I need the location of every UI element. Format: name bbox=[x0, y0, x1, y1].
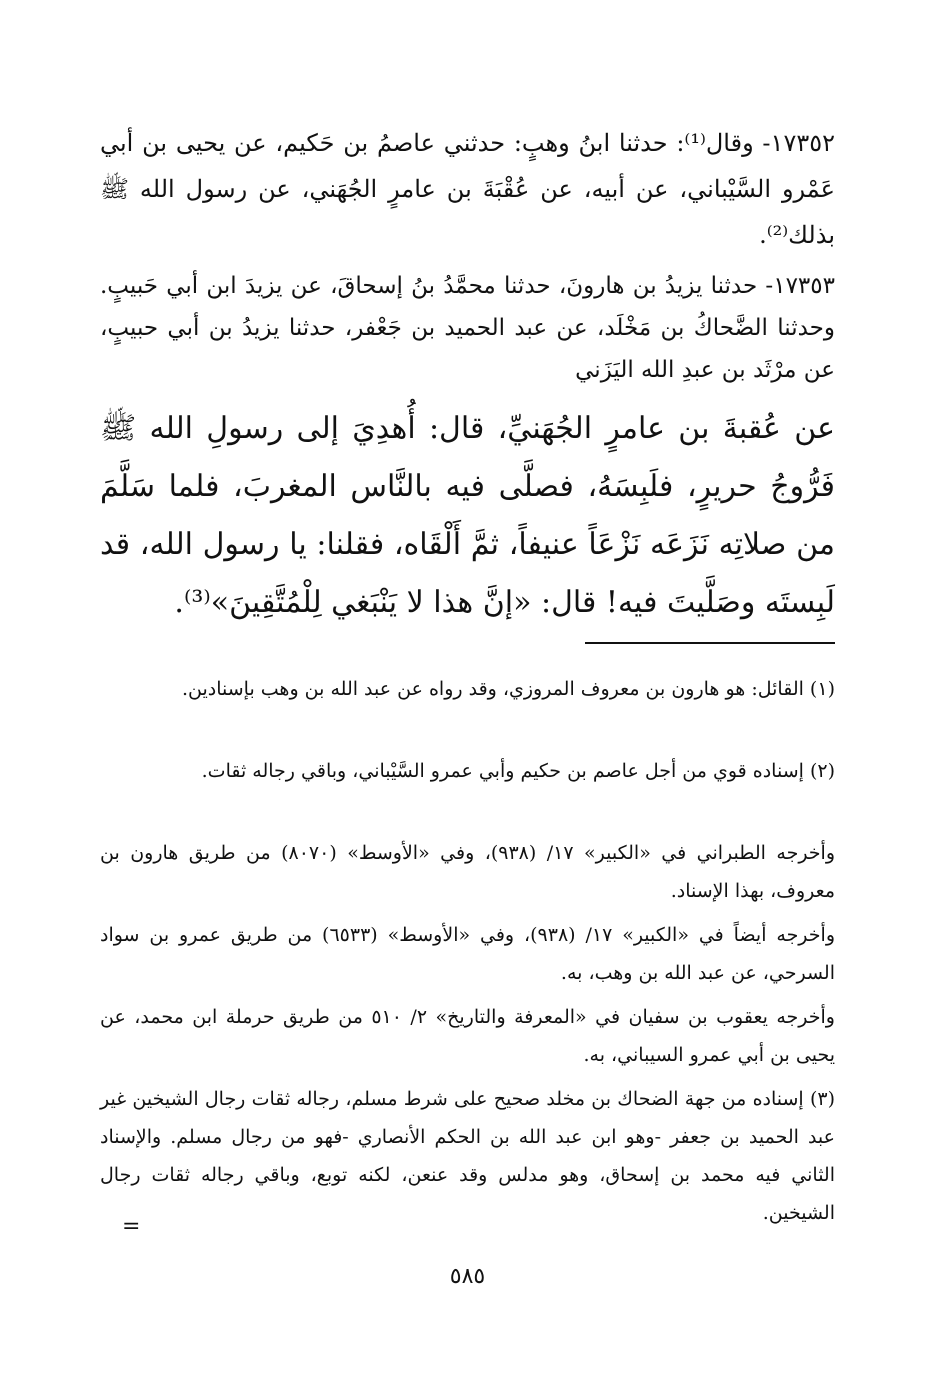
footnote-2-takhrij-2: وأخرجه أيضاً في «الكبير» ١٧/ (٩٣٨)، وفي «الأوسط» (٦٥٣٣) من طريق عمرو بن سواد السرحي، عن عبد الله بن وهب، به. bbox=[100, 924, 835, 984]
footnote-2-takhrij-3: وأخرجه يعقوب بن سفيان في «المعرفة والتاريخ» ٢/ ٥١٠ من طريق حرملة ابن محمد، عن يحيى بن أبي عمرو السيباني، به. bbox=[100, 1006, 835, 1066]
footnote-separator bbox=[585, 642, 835, 644]
footnote-2: (٢) إسناده قوي من أجل عاصم بن حكيم وأبي عمرو السَّيْباني، وباقي رجاله ثقات. bbox=[201, 760, 835, 782]
hadith-17353-isnad: ١٧٣٥٣- حدثنا يزيدُ بن هارونَ، حدثنا محمَّدُ بنُ إسحاقَ، عن يزيدَ ابن أبي حَبيبٍ. وحدثنا الضَّحاكُ بن مَخْلَد، عن عبد الحميد بن جَعْفر، حدثنا يزيدُ بن أبي حبيبٍ، عن مرْثَد بن عبدِ الله اليَزَني bbox=[100, 273, 835, 383]
footnote-1: (١) القائل: هو هارون بن معروف المروزي، وقد رواه عن عبد الله بن وهب بإسنادين. bbox=[181, 678, 835, 700]
page-number: ٥٨٥ bbox=[449, 1264, 486, 1289]
hadith-17353-matn: عن عُقبةَ بن عامرٍ الجُهَنيِّ، قال: أُهدِيَ إلى رسولِ الله ﷺ فَرُّوجُ حريرٍ، فلَبِسَهُ، فصلَّى فيه بالنَّاس المغربَ، فلما سَلَّمَ من صلاتِه نَزَعَه نَزْعَاً عنيفاً، ثمَّ أَلْقَاه، فقلنا: يا رسول الله، قد لَبِستَه وصَلَّيتَ فيه! قال: «إنَّ هذا لا يَنْبَغي لِلْمُتَّقِينَ»⁽³⁾. bbox=[100, 411, 835, 620]
continuation-mark: = bbox=[122, 1214, 141, 1239]
hadith-17352: ١٧٣٥٢- وقال⁽¹⁾: حدثنا ابنُ وهبٍ: حدثني عاصمُ بن حَكيم، عن يحيى بن أبي عَمْرو السَّيْباني، عن أبيه، عن عُقْبَةَ بن عامرٍ الجُهَني، عن رسول الله ﷺ بذلك⁽²⁾. bbox=[100, 129, 835, 249]
footnote-3: (٣) إسناده من جهة الضحاك بن مخلد صحيح على شرط مسلم، رجاله ثقات رجال الشيخين غير عبد الحميد بن جعفر -وهو ابن عبد الله بن الحكم الأنصاري -فهو من رجال مسلم. والإسناد الثاني فيه محمد بن إسحاق، وهو مدلس وقد عنعن، لكنه توبع، وباقي رجاله ثقات رجال الشيخين. bbox=[100, 1088, 835, 1224]
footnote-2-takhrij-1: وأخرجه الطبراني في «الكبير» ١٧/ (٩٣٨)، وفي «الأوسط» (٨٠٧٠) من طريق هارون بن معروف، بهذا الإسناد. bbox=[100, 842, 835, 902]
